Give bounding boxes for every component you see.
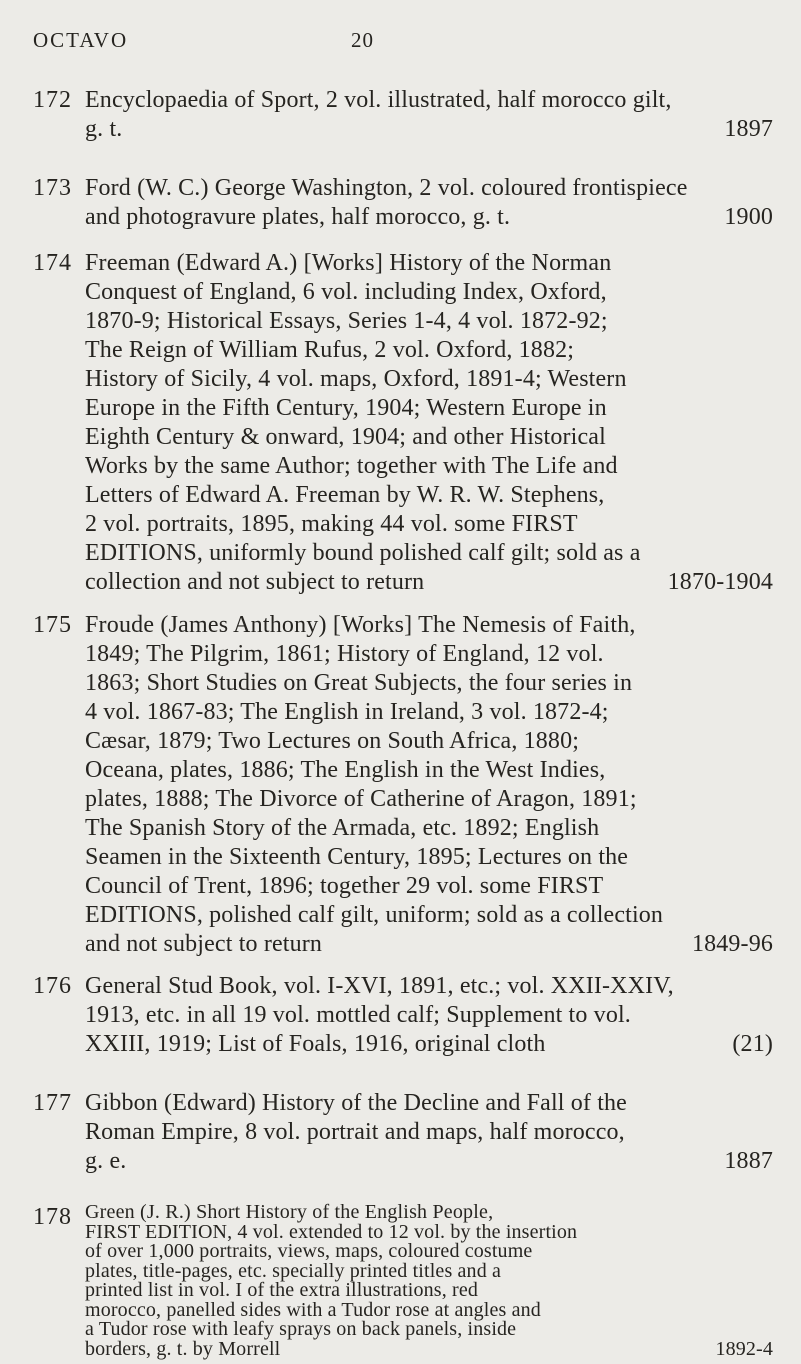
lot-description <box>85 972 773 1059</box>
page-header <box>33 28 761 58</box>
lot-description <box>85 86 773 144</box>
lot-entry <box>33 86 781 144</box>
lot-line: borders, g. t. by Morrell 1892-4 <box>85 1337 773 1360</box>
lot-date: 1849-96 <box>691 931 773 957</box>
lot-date: 1900 <box>724 204 773 230</box>
lot-line: Eighth Century & onward, 1904; and other Historical <box>85 424 606 450</box>
lot-description <box>85 249 773 597</box>
lot-line: Ford (W. C.) George Washington, 2 vol. coloured frontispiece <box>85 175 688 201</box>
lot-entry <box>33 611 781 959</box>
lot-line: Green (J. R.) Short History of the English People, <box>85 1201 494 1223</box>
lot-date: 1892-4 <box>715 1337 773 1360</box>
lot-line: XXIII, 1919; List of Foals, 1916, original cloth <box>85 1031 546 1057</box>
lot-date: (21) <box>732 1031 773 1057</box>
lot-line: The Spanish Story of the Armada, etc. 1892; English <box>85 815 600 841</box>
lot-line: General Stud Book, vol. I-XVI, 1891, etc.; vol. XXII-XXIV, <box>85 973 674 999</box>
section-label: OCTAVO <box>33 28 129 52</box>
lot-line: 1849; The Pilgrim, 1861; History of England, 12 vol. <box>85 641 604 667</box>
lot-number: 177 <box>33 1090 72 1116</box>
lot-line: Works by the same Author; together with The Life and <box>85 453 618 479</box>
lot-line: g. e. <box>85 1148 127 1174</box>
lot-line: History of Sicily, 4 vol. maps, Oxford, 1891-4; Western <box>85 366 627 392</box>
lot-line: Oceana, plates, 1886; The English in the West Indies, <box>85 757 606 783</box>
lot-line: Froude (James Anthony) [Works] The Nemesis of Faith, <box>85 612 636 638</box>
lot-date: 1887 <box>724 1148 773 1174</box>
lot-line: EDITIONS, polished calf gilt, uniform; sold as a collection <box>85 902 664 928</box>
lot-number: 176 <box>33 973 72 999</box>
lot-description <box>85 611 773 959</box>
lot-entry <box>33 249 781 597</box>
lot-entry <box>33 1089 781 1176</box>
lot-line: Roman Empire, 8 vol. portrait and maps, half morocco, <box>85 1119 625 1145</box>
lot-line: Council of Trent, 1896; together 29 vol. some FIRST <box>85 873 604 899</box>
lot-line: Seamen in the Sixteenth Century, 1895; Lectures on the <box>85 844 629 870</box>
lot-number: 175 <box>33 612 72 638</box>
lot-number: 178 <box>33 1204 72 1230</box>
lot-line: g. t. <box>85 116 123 142</box>
lot-line: and photogravure plates, half morocco, g. t. <box>85 204 511 230</box>
lot-description <box>85 1089 773 1176</box>
lot-line: a Tudor rose with leafy sprays on back panels, inside <box>85 1318 517 1340</box>
lot-description <box>85 1203 773 1359</box>
lot-line: The Reign of William Rufus, 2 vol. Oxford, 1882; <box>85 337 575 363</box>
lot-number: 174 <box>33 250 72 276</box>
lot-line: Cæsar, 1879; Two Lectures on South Africa, 1880; <box>85 728 580 754</box>
lot-line: FIRST EDITION, 4 vol. extended to 12 vol. by the insertion <box>85 1220 578 1243</box>
lot-line: plates, 1888; The Divorce of Catherine of Aragon, 1891; <box>85 786 637 812</box>
lot-line: Letters of Edward A. Freeman by W. R. W. Stephens, <box>85 482 605 508</box>
lot-line: Encyclopaedia of Sport, 2 vol. illustrated, half morocco gilt, <box>85 87 672 113</box>
lot-entry <box>33 1203 781 1359</box>
lot-line: printed list in vol. I of the extra illustrations, red <box>85 1279 479 1301</box>
lot-line: 4 vol. 1867-83; The English in Ireland, 3 vol. 1872-4; <box>85 699 609 725</box>
page-number: 20 <box>351 28 374 52</box>
lot-date: 1897 <box>724 116 773 142</box>
lot-number: 172 <box>33 87 72 113</box>
lot-description <box>85 174 773 232</box>
lot-line: morocco, panelled sides with a Tudor rose at angles and <box>85 1298 541 1321</box>
lot-line: collection and not subject to return <box>85 569 425 595</box>
lot-entry <box>33 972 781 1059</box>
lot-line: Europe in the Fifth Century, 1904; Western Europe in <box>85 395 607 421</box>
lot-entry <box>33 174 781 232</box>
lot-line: Gibbon (Edward) History of the Decline and Fall of the <box>85 1090 627 1116</box>
lot-line: 2 vol. portraits, 1895, making 44 vol. some FIRST <box>85 511 578 537</box>
lot-number: 173 <box>33 175 72 201</box>
lot-line: Conquest of England, 6 vol. including Index, Oxford, <box>85 279 607 305</box>
lot-line: of over 1,000 portraits, views, maps, coloured costume <box>85 1240 533 1262</box>
lot-line: Freeman (Edward A.) [Works] History of the Norman <box>85 250 612 276</box>
lot-line: EDITIONS, uniformly bound polished calf gilt; sold as a <box>85 540 641 566</box>
lot-line: plates, title-pages, etc. specially printed titles and a <box>85 1259 502 1282</box>
lot-date: 1870-1904 <box>667 569 773 595</box>
lot-line: and not subject to return <box>85 931 323 957</box>
lot-line: 1863; Short Studies on Great Subjects, the four series in <box>85 670 633 696</box>
lot-line: 1870-9; Historical Essays, Series 1-4, 4 vol. 1872-92; <box>85 308 608 334</box>
lot-line: 1913, etc. in all 19 vol. mottled calf; Supplement to vol. <box>85 1002 631 1028</box>
